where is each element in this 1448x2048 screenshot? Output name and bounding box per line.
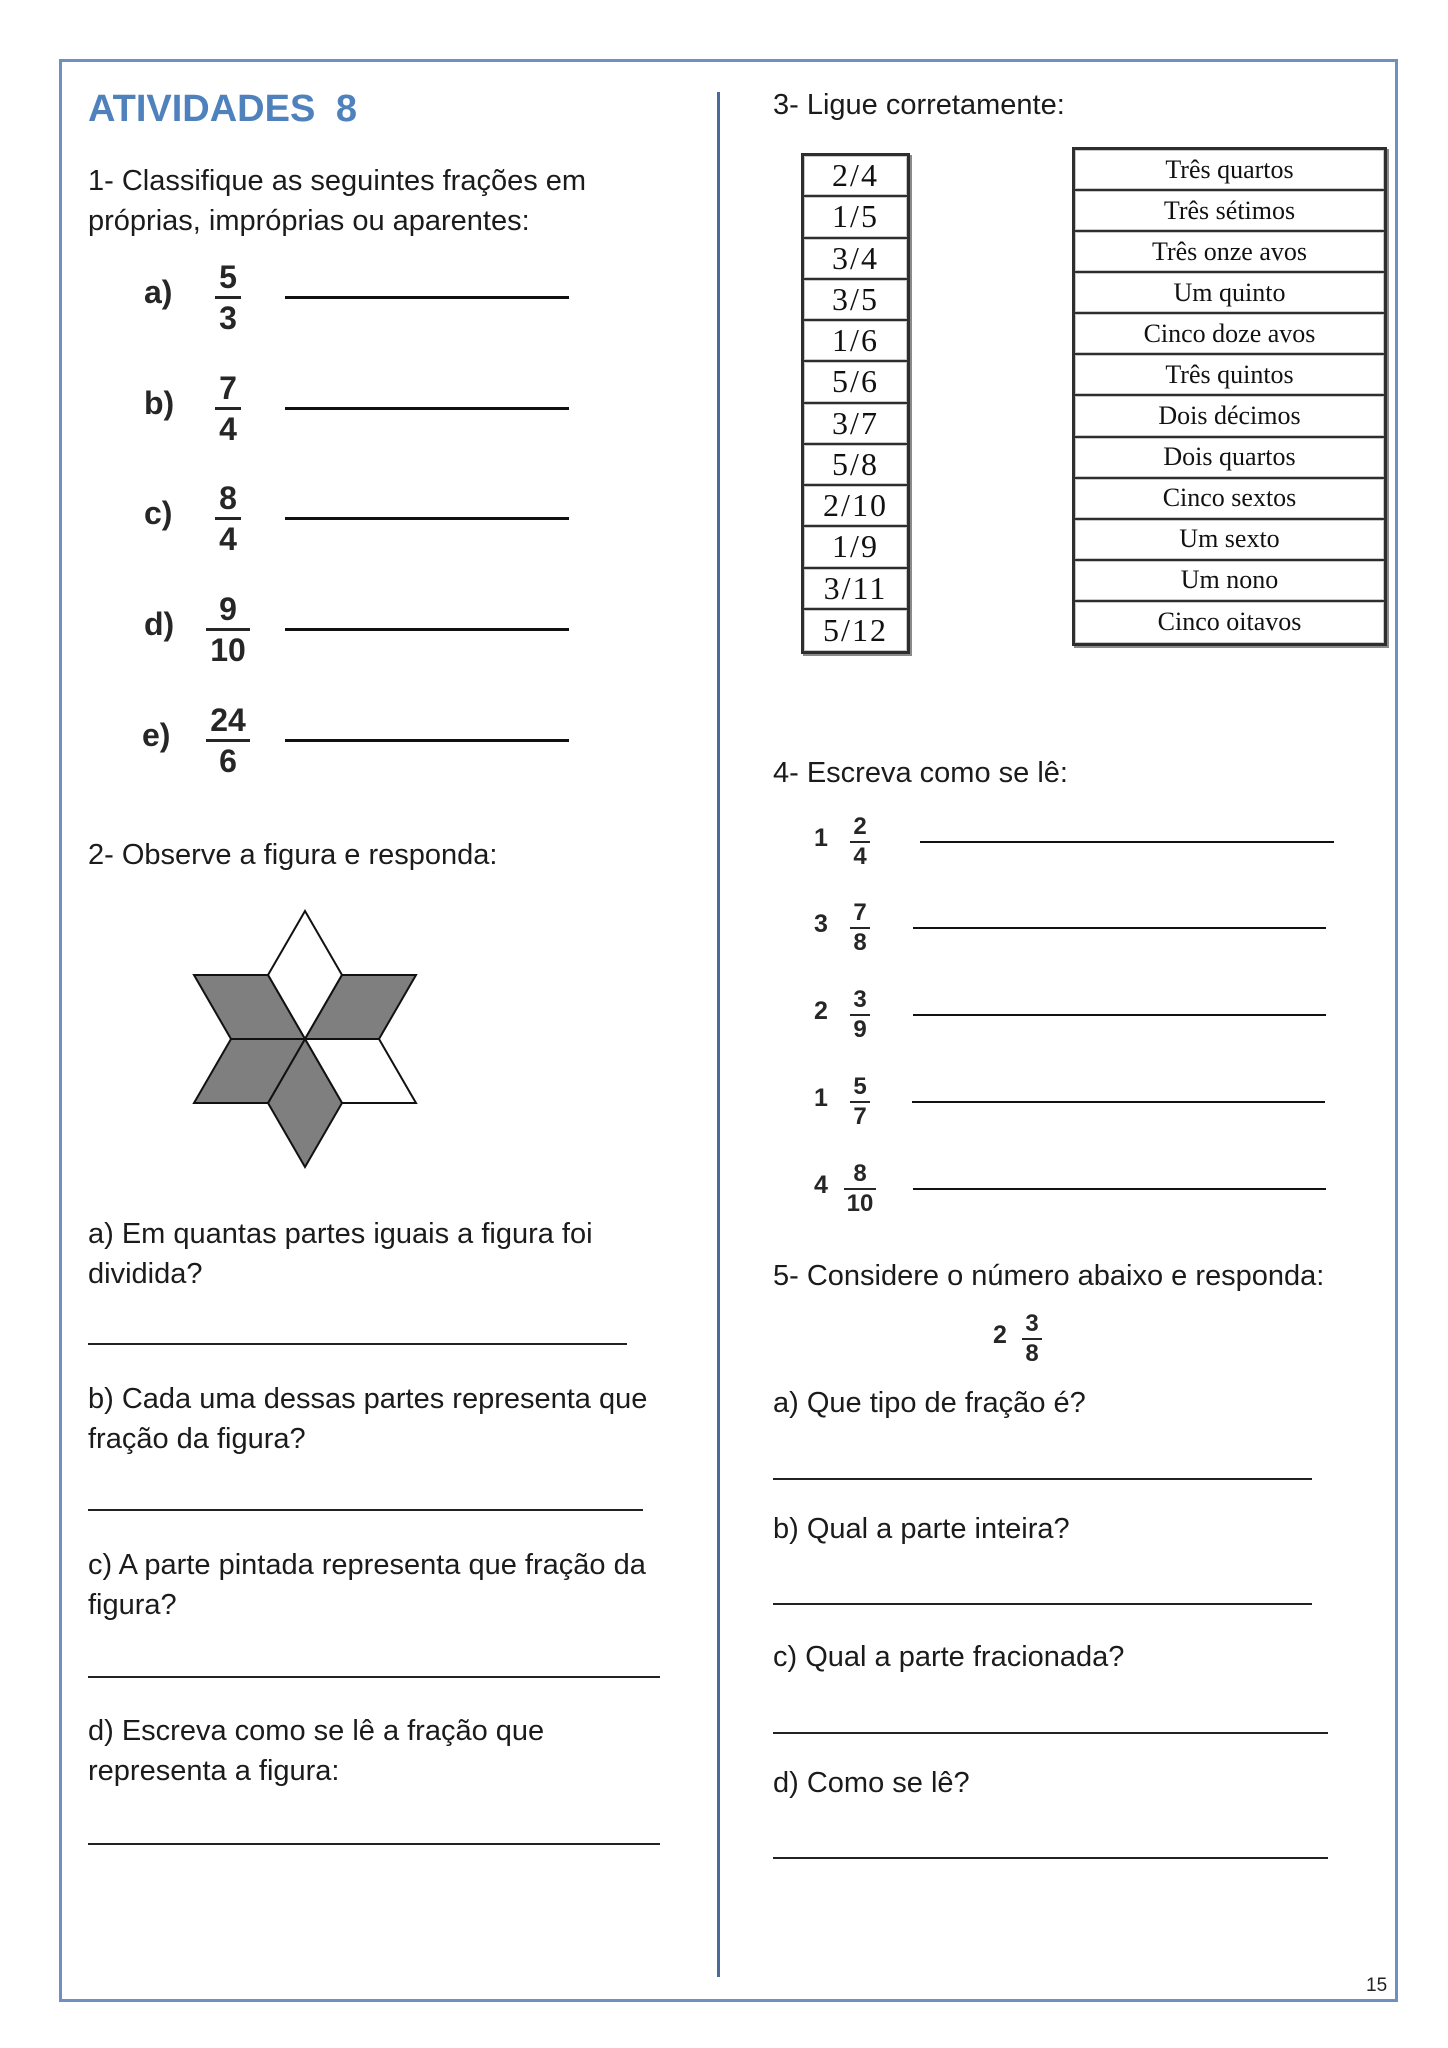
q2-subquestion-c xyxy=(88,1545,646,1625)
q1-item-b xyxy=(140,363,580,453)
subquestion-line: d) Escreva como se lê a fração que xyxy=(88,1715,545,1747)
item-label: a) xyxy=(144,274,173,310)
numerator: 7 xyxy=(219,370,237,406)
fraction-cell: 1/6 xyxy=(804,321,907,362)
fraction xyxy=(850,1073,869,1131)
fraction-cell: 2/10 xyxy=(804,486,907,527)
answer-line xyxy=(912,1101,1325,1103)
numerator: 8 xyxy=(219,480,237,516)
denominator: 3 xyxy=(219,300,237,336)
fraction-cell: 1/9 xyxy=(804,527,907,568)
denominator: 10 xyxy=(210,632,246,668)
denominator: 10 xyxy=(846,1190,874,1217)
fraction xyxy=(215,369,241,448)
fraction-wrap xyxy=(193,258,263,337)
answer-line xyxy=(88,1676,660,1678)
q1-prompt xyxy=(88,161,586,241)
denominator: 4 xyxy=(219,521,237,557)
numerator: 24 xyxy=(210,702,246,738)
fraction-cell: 5/12 xyxy=(804,610,907,651)
column-divider xyxy=(717,92,720,1977)
fraction xyxy=(1022,1310,1041,1368)
word-cell: Três quintos xyxy=(1075,355,1384,396)
item-label: d) xyxy=(144,606,175,642)
numerator: 3 xyxy=(1025,1310,1039,1337)
fraction xyxy=(206,590,250,669)
q2-subquestion-a xyxy=(88,1214,593,1294)
fraction-wrap xyxy=(193,590,263,669)
numerator: 9 xyxy=(219,591,237,627)
denominator: 4 xyxy=(853,843,867,870)
fraction xyxy=(850,986,869,1044)
answer-line xyxy=(285,517,569,520)
numerator: 5 xyxy=(853,1073,867,1100)
fraction xyxy=(850,813,869,871)
subquestion-line: b) Cada uma dessas partes representa que xyxy=(88,1383,648,1415)
word-cell: Dois décimos xyxy=(1075,396,1384,437)
word-cell: Um quinto xyxy=(1075,273,1384,314)
word-cell: Um nono xyxy=(1075,561,1384,602)
answer-line xyxy=(773,1603,1312,1605)
answer-line xyxy=(285,739,569,742)
page-number: 15 xyxy=(1366,1975,1388,1996)
fraction-wrap xyxy=(838,1073,882,1131)
whole-number: 3 xyxy=(814,910,828,938)
fraction-wrap xyxy=(193,479,263,558)
item-label: b) xyxy=(144,385,175,421)
numerator: 8 xyxy=(853,1160,867,1187)
fraction-cell: 1/5 xyxy=(804,197,907,238)
q2-subquestion-d xyxy=(88,1711,544,1791)
whole-number: 1 xyxy=(814,1084,828,1112)
numerator: 7 xyxy=(853,899,867,926)
words-table xyxy=(1072,147,1387,646)
fraction xyxy=(215,479,241,558)
answer-line xyxy=(913,927,1326,929)
q3-prompt: 3- Ligue corretamente: xyxy=(773,89,1065,121)
fraction-cell: 3/4 xyxy=(804,239,907,280)
word-cell: Três sétimos xyxy=(1075,191,1384,232)
star-figure xyxy=(180,900,430,1180)
denominator: 4 xyxy=(219,411,237,447)
fraction-wrap xyxy=(838,1160,882,1218)
whole-number: 4 xyxy=(814,1171,828,1199)
answer-line xyxy=(913,1188,1326,1190)
q4-item xyxy=(800,986,1340,1046)
answer-line xyxy=(88,1843,660,1845)
denominator: 8 xyxy=(1025,1340,1039,1367)
fraction-wrap xyxy=(838,986,882,1044)
fractions-table xyxy=(801,153,910,654)
page-title: ATIVIDADES 8 xyxy=(88,88,358,130)
answer-line xyxy=(88,1509,643,1511)
word-cell: Dois quartos xyxy=(1075,438,1384,479)
fraction-wrap xyxy=(1012,1310,1052,1368)
subquestion-line: figura? xyxy=(88,1589,177,1621)
answer-line xyxy=(773,1857,1328,1859)
numerator: 5 xyxy=(219,259,237,295)
denominator: 7 xyxy=(853,1103,867,1130)
fraction-cell: 5/8 xyxy=(804,445,907,486)
q4-item xyxy=(800,899,1340,959)
denominator: 9 xyxy=(853,1016,867,1043)
q4-item xyxy=(800,1073,1340,1133)
word-cell: Três quartos xyxy=(1075,150,1384,191)
q1-prompt-line: 1- Classifique as seguintes frações em xyxy=(88,165,587,197)
fraction xyxy=(206,701,250,780)
answer-line xyxy=(913,1014,1326,1016)
mixed-number xyxy=(985,1310,1065,1370)
q5-subquestion-b: b) Qual a parte inteira? xyxy=(773,1513,1070,1545)
word-cell: Três onze avos xyxy=(1075,232,1384,273)
q5-subquestion-d: d) Como se lê? xyxy=(773,1767,970,1799)
numerator: 2 xyxy=(853,813,867,840)
subquestion-line: a) Em quantas partes iguais a figura foi xyxy=(88,1218,593,1250)
q1-item-e xyxy=(140,695,580,785)
q2-prompt: 2- Observe a figura e responda: xyxy=(88,839,498,871)
fraction-wrap xyxy=(838,899,882,957)
item-label: c) xyxy=(144,495,173,531)
whole-number: 1 xyxy=(814,824,828,852)
fraction-cell: 5/6 xyxy=(804,362,907,403)
answer-line xyxy=(88,1343,627,1345)
subquestion-line: representa a figura: xyxy=(88,1755,340,1787)
item-label: e) xyxy=(142,717,171,753)
q1-item-a xyxy=(140,252,580,342)
fraction-cell: 3/5 xyxy=(804,280,907,321)
denominator: 6 xyxy=(219,743,237,779)
q2-subquestion-b xyxy=(88,1379,647,1459)
numerator: 3 xyxy=(853,986,867,1013)
q1-prompt-line: próprias, impróprias ou aparentes: xyxy=(88,205,530,237)
q4-prompt: 4- Escreva como se lê: xyxy=(773,757,1068,789)
fraction xyxy=(850,899,869,957)
answer-line xyxy=(285,407,569,410)
word-cell: Um sexto xyxy=(1075,520,1384,561)
answer-line xyxy=(285,296,569,299)
subquestion-line: fração da figura? xyxy=(88,1423,306,1455)
q1-item-d xyxy=(140,584,580,674)
q1-item-c xyxy=(140,473,580,563)
fraction-cell: 3/7 xyxy=(804,404,907,445)
q5-subquestion-a: a) Que tipo de fração é? xyxy=(773,1387,1086,1419)
answer-line xyxy=(285,628,569,631)
q4-item xyxy=(800,1160,1340,1220)
fraction-wrap xyxy=(838,813,882,871)
fraction xyxy=(215,258,241,337)
subquestion-line: dividida? xyxy=(88,1258,203,1290)
fraction-cell: 2/4 xyxy=(804,156,907,197)
answer-line xyxy=(920,841,1334,843)
fraction-cell: 3/11 xyxy=(804,569,907,610)
fraction-wrap xyxy=(193,369,263,448)
q5-prompt: 5- Considere o número abaixo e responda: xyxy=(773,1260,1325,1292)
subquestion-line: c) A parte pintada representa que fração da xyxy=(88,1549,646,1581)
answer-line xyxy=(773,1732,1328,1734)
fraction xyxy=(844,1160,877,1218)
answer-line xyxy=(773,1478,1312,1480)
word-cell: Cinco oitavos xyxy=(1075,602,1384,643)
q4-item xyxy=(800,813,1340,873)
word-cell: Cinco sextos xyxy=(1075,479,1384,520)
denominator: 8 xyxy=(853,929,867,956)
fraction-wrap xyxy=(193,701,263,780)
q5-subquestion-c: c) Qual a parte fracionada? xyxy=(773,1641,1125,1673)
whole-number: 2 xyxy=(993,1321,1007,1349)
whole-number: 2 xyxy=(814,997,828,1025)
word-cell: Cinco doze avos xyxy=(1075,314,1384,355)
